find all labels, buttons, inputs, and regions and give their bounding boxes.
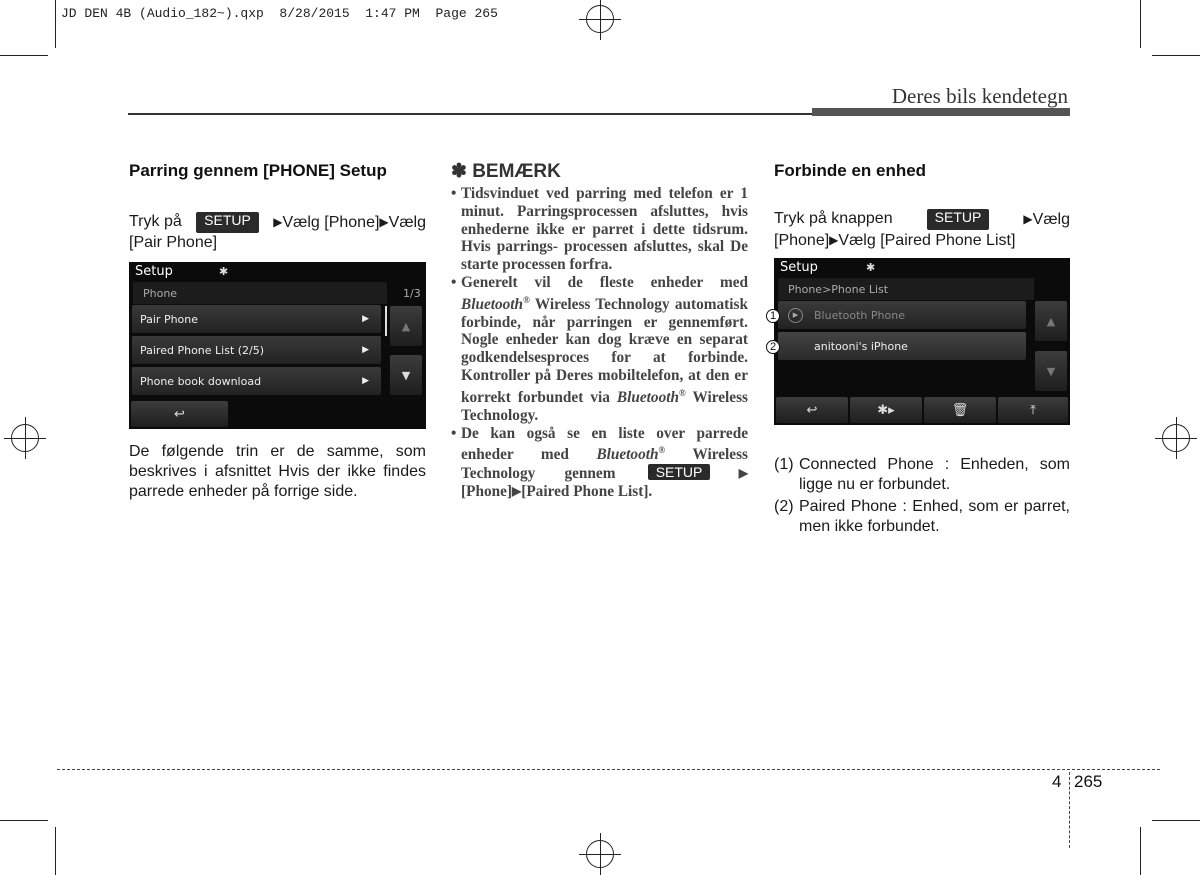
chapter-title: Deres bils kendetegn xyxy=(891,84,1068,108)
note-text: Tidsvinduet ved parring med telefon er 1 minut. Parringsprocessen afsluttes, hvis enhederne ikke er parret i dette tidsrum. Hvis parrings- processen afsluttes, skal De starte processen forfra. xyxy=(461,185,748,274)
list-item-connected-phone[interactable] xyxy=(778,301,1026,329)
page-number: 265 xyxy=(1074,772,1103,791)
instruction-text: Tryk på xyxy=(129,213,182,230)
registration-mark-icon xyxy=(1162,424,1190,452)
crop-mark xyxy=(1152,820,1200,821)
menu-item-label: Pair Phone xyxy=(140,312,199,326)
scroll-down-button[interactable] xyxy=(390,355,422,395)
note-text: Wireless Technology gennem xyxy=(461,446,748,483)
note-text: Wireless Technology. xyxy=(461,388,748,424)
instruction-text: Tryk på knappen xyxy=(774,210,893,227)
instruction-text: [Phone] xyxy=(774,232,830,249)
legend-text: Connected Phone : Enheden, som ligge nu er forbundet. xyxy=(799,456,1070,493)
chevron-down-icon: ▼ xyxy=(401,368,411,382)
note-list xyxy=(451,185,748,501)
back-arrow-icon: ↩ xyxy=(806,402,818,418)
instruction-text: Vælg [Paired Phone List] xyxy=(838,232,1016,249)
crop-mark xyxy=(55,0,56,48)
chevron-up-icon: ▲ xyxy=(401,319,411,333)
legend-item xyxy=(774,455,1070,495)
move-to-top-button[interactable] xyxy=(998,397,1068,423)
phone-list-screen xyxy=(774,258,1070,425)
footer-rule xyxy=(57,769,1160,770)
arrow-right-icon: ▶ xyxy=(1023,212,1033,226)
menu-item-label: Phone book download xyxy=(140,374,262,388)
crop-mark xyxy=(55,827,56,875)
scrollbar-thumb[interactable] xyxy=(385,306,387,336)
arrow-right-icon: ▶ xyxy=(512,484,522,499)
legend-text: Paired Phone : Enhed, som er parret, men ikke forbundet. xyxy=(799,498,1070,535)
trash-icon: 🗑 xyxy=(951,402,969,418)
connect-button[interactable] xyxy=(850,397,922,423)
chevron-right-icon: ▶ xyxy=(362,376,369,386)
instruction-text: Vælg [Phone] xyxy=(282,214,380,231)
note-item xyxy=(451,274,748,425)
registered-mark: ® xyxy=(678,387,686,398)
screen-title: Setup xyxy=(135,264,173,279)
note-text: De kan også se en liste over parrede enheder med xyxy=(461,424,748,464)
screen-subtitle: Phone xyxy=(143,287,178,300)
chevron-up-icon: ▲ xyxy=(1046,314,1056,328)
legend-number: (1) xyxy=(774,456,794,473)
header-rule xyxy=(128,113,812,115)
crop-mark xyxy=(1140,0,1141,48)
list-item-label: Bluetooth Phone xyxy=(814,308,905,322)
back-arrow-icon: ↩ xyxy=(174,406,185,422)
back-button[interactable] xyxy=(131,401,228,427)
instruction-text: Vælg xyxy=(1032,211,1070,228)
menu-item-label: Paired Phone List (2/5) xyxy=(140,343,265,357)
list-item-label: anitooni's iPhone xyxy=(814,339,908,353)
note-text: Bluetooth xyxy=(461,295,524,313)
connect-instruction xyxy=(774,209,1070,251)
delete-button[interactable] xyxy=(924,397,996,423)
play-icon: ▶ xyxy=(788,308,803,323)
scroll-up-button[interactable] xyxy=(1035,301,1067,341)
setup-button-icon: SETUP xyxy=(927,209,990,230)
callout-marker: 2 xyxy=(766,340,780,354)
note-item xyxy=(451,185,748,274)
note-text: Generelt vil de fleste enheder med xyxy=(461,273,748,291)
setup-phone-screen xyxy=(129,262,426,429)
chapter-number: 4 xyxy=(1052,772,1062,791)
pair-phone-instruction xyxy=(129,212,426,253)
arrow-right-icon: ▶ xyxy=(713,466,749,481)
callout-marker: 1 xyxy=(766,309,780,323)
registration-mark-icon xyxy=(586,5,614,33)
crop-mark xyxy=(1140,827,1141,875)
note-item xyxy=(451,425,748,501)
scroll-up-button[interactable] xyxy=(390,306,422,346)
chevron-down-icon: ▼ xyxy=(1046,364,1056,378)
registration-mark-icon xyxy=(11,424,39,452)
back-button[interactable] xyxy=(776,397,848,423)
section-heading: Forbinde en enhed xyxy=(774,161,927,180)
registration-mark-icon xyxy=(586,840,614,868)
legend-list xyxy=(774,455,1070,537)
menu-item-paired-phone-list[interactable] xyxy=(132,336,381,364)
print-header: JD DEN 4B (Audio_182~).qxp 8/28/2015 1:47 PM Page 265 xyxy=(61,6,498,21)
registered-mark: ® xyxy=(658,445,666,456)
crop-mark xyxy=(0,55,48,56)
crop-mark xyxy=(1152,55,1200,56)
menu-item-pair-phone[interactable] xyxy=(132,305,381,333)
screen-subtitle: Phone>Phone List xyxy=(788,283,889,296)
section-heading: Parring gennem [PHONE] Setup xyxy=(129,161,387,180)
crop-mark xyxy=(0,820,48,821)
note-text: Wireless Technology automatisk forbinde, når parringen er gennemført. Nogle enheder kan dog kræve en separat godkendelsesproces for at forbinde. Kontroller på Deres mobiltelefon, at den er korrekt forbundet via xyxy=(461,295,748,406)
chevron-right-icon: ▶ xyxy=(362,314,369,324)
setup-button-icon: SETUP xyxy=(648,464,711,480)
bluetooth-icon: ✱ xyxy=(866,261,876,274)
footer-divider xyxy=(1069,772,1070,848)
list-item-paired-phone[interactable] xyxy=(778,332,1026,360)
instruction-text: [Pair Phone] xyxy=(129,234,218,251)
registered-mark: ® xyxy=(523,294,530,305)
paragraph: De følgende trin er de samme, som beskrives i afsnittet Hvis der ikke findes parrede enheder på forrige side. xyxy=(129,443,426,500)
header-rule-accent xyxy=(812,108,1070,116)
chevron-right-icon: ▶ xyxy=(362,345,369,355)
note-text: Bluetooth xyxy=(616,388,679,406)
note-text: Bluetooth xyxy=(596,446,659,464)
note-text: [Phone] xyxy=(461,483,512,501)
bluetooth-connect-icon: ✱▸ xyxy=(877,402,895,418)
bluetooth-icon: ✱ xyxy=(219,265,229,278)
legend-item xyxy=(774,497,1070,537)
arrow-right-icon: ▶ xyxy=(273,215,283,229)
instruction-text: Vælg xyxy=(388,214,426,231)
legend-number: (2) xyxy=(774,498,794,515)
arrow-right-icon: ▶ xyxy=(829,233,839,247)
note-heading: ✽ BEMÆRK xyxy=(451,161,561,182)
setup-button-icon: SETUP xyxy=(196,212,259,233)
move-up-icon: ⤒ xyxy=(1030,402,1036,418)
arrow-right-icon: ▶ xyxy=(379,215,389,229)
scroll-down-button[interactable] xyxy=(1035,351,1067,391)
page-indicator: 1/3 xyxy=(403,287,421,300)
screen-title: Setup xyxy=(780,260,818,275)
menu-item-phone-book-download[interactable] xyxy=(132,367,381,395)
note-text: [Paired Phone List]. xyxy=(521,483,653,501)
